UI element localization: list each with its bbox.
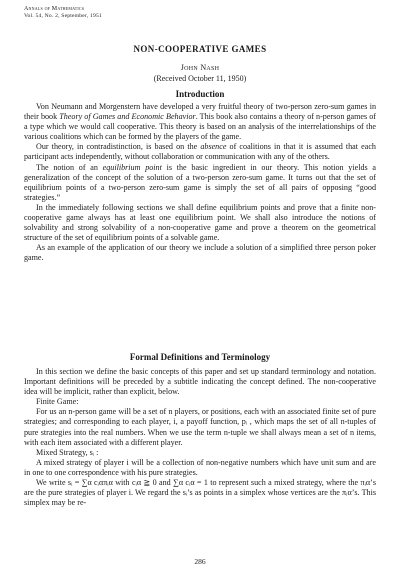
journal-name: Annals of Mathematics <box>24 6 85 12</box>
formal-paragraph-4: We write sᵢ = ∑α cᵢαπᵢα with cᵢα ≧ 0 and ∑α cᵢα = 1 to represent such a mixed strategy, where the πᵢα’s are the pure strategies of player i. We regard the sᵢ’s as points in a simplex whose vertices are the πᵢα’s. This simplex may be re- <box>24 478 376 508</box>
section-heading-introduction: Introduction <box>175 89 225 99</box>
intro-paragraph-1: Von Neumann and Morgenstern have developed a very fruitful theory of two-person zero-sum games in their book Theory of Games and Economic Behavior. This book also contains a theory of n-person games of a type which we would call cooperative. This theory is based on an analysis of the interrelationships of the various coalitions which can be formed by the players of the game. <box>24 102 377 142</box>
intro-paragraph-4: In the immediately following sections we shall define equilibrium points and prove that a finite non-cooperative game always has at least one equilibrium point. We shall also introduce the notions of solvability and strong solvability of a non-cooperative game and prove a theorem on the geometrical structure of the set of equilibrium points of a solvable game. <box>24 202 376 243</box>
formal-paragraph-2: For us an n-person game will be a set of n players, or positions, each with an associated finite set of pure strategies; and corresponding to each player, i, a payoff function, pᵢ , which maps the set of all n-tuples of pure strategies into the real numbers. When we use the term n-tuple we shall always mean a set of n items, with each item associated with a different player. <box>24 407 376 447</box>
intro-paragraph-2: Our theory, in contradistinction, is based on the absence of coalitions in that it is assumed that each participant acts independently, without collaboration or communication with any of the others. <box>24 142 376 162</box>
subtitle-finite-game: Finite Game: <box>36 397 79 407</box>
volume-info: Vol. 54, No. 2, September, 1951 <box>24 13 102 19</box>
introduction-body <box>24 102 376 264</box>
running-header <box>24 6 102 20</box>
intro-paragraph-5: As an example of the application of our theory we include a solution of a simplified three person poker game. <box>24 243 376 263</box>
intro-paragraph-3: The notion of an equilibrium point is the basic ingredient in our theory. This notion yields a generalization of the concept of the solution of a two-person zero-sum game. It turns out that the set of equilibrium points of a two-person zero-sum game is simply the set of all pairs of opposing “good strategies.” <box>24 162 376 202</box>
formal-paragraph-1: In this section we define the basic concepts of this paper and set up standard terminology and notation. Important definitions will be preceded by a subtitle indicating the concept defined. The non-cooperative idea will be implicit, rather than explicit, below. <box>24 367 376 397</box>
page-number: 286 <box>194 557 206 566</box>
section-heading-formal: Formal Definitions and Terminology <box>129 352 271 362</box>
subtitle-mixed-strategy: Mixed Strategy, sᵢ : <box>36 447 99 457</box>
author-name: John Nash <box>180 63 220 72</box>
paper-title: NON-COOPERATIVE GAMES <box>133 44 267 54</box>
formal-body <box>24 367 376 508</box>
received-date: (Received October 11, 1950) <box>153 74 247 83</box>
formal-paragraph-3: A mixed strategy of player i will be a collection of non-negative numbers which have unit sum and are in one to one correspondence with his pure strategies. <box>24 457 376 477</box>
